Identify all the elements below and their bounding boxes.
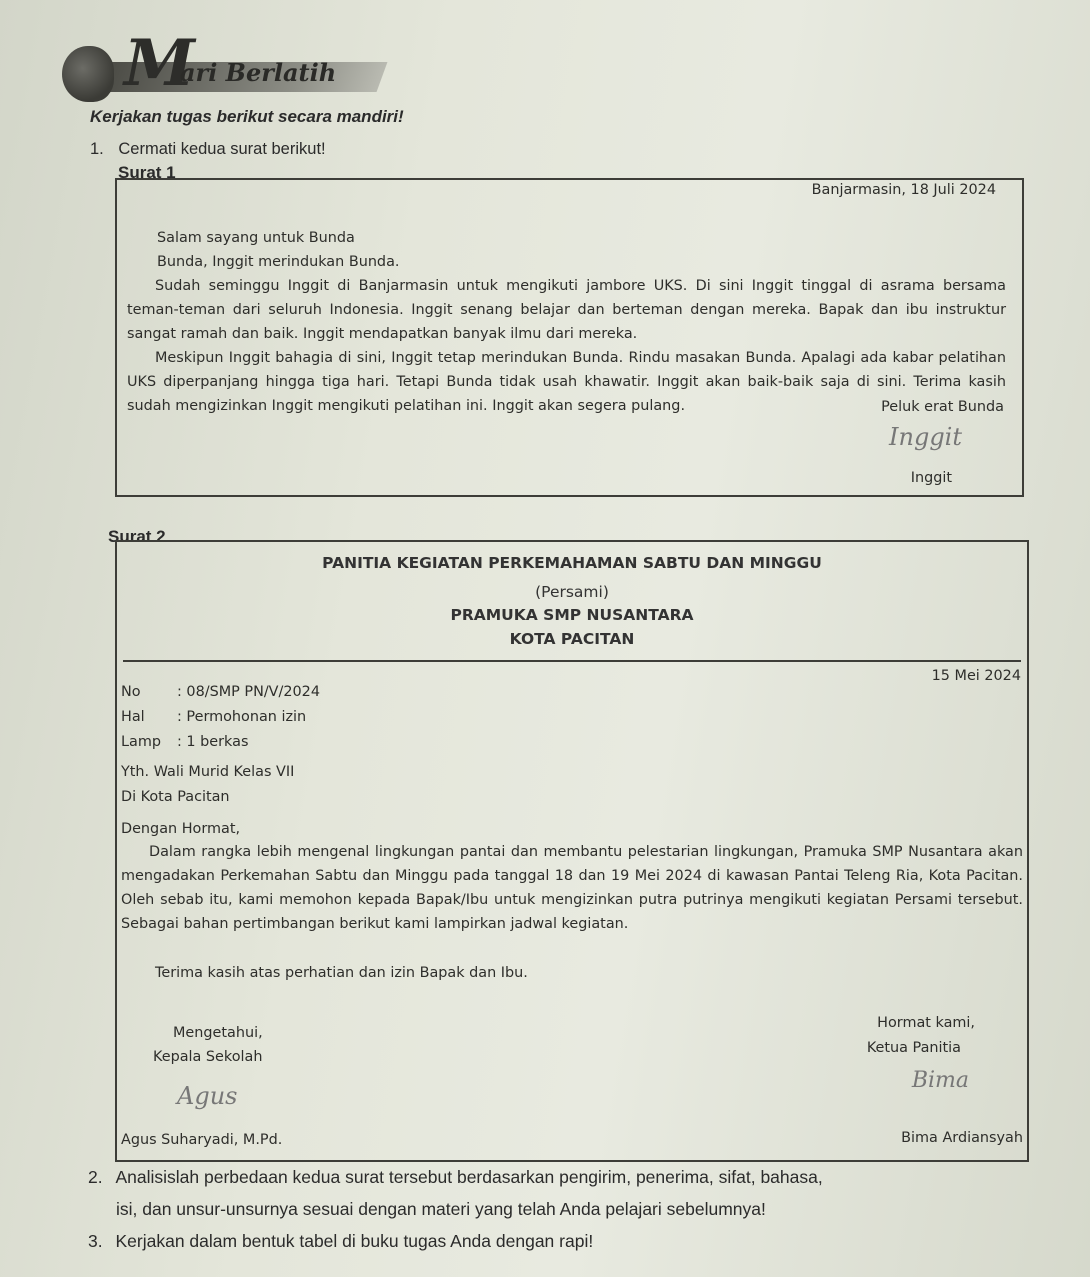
meta-hal bbox=[121, 709, 306, 725]
paragraph-2: Meskipun Inggit bahagia di sini, Inggit tetap merindukan Bunda. Rindu masakan Bunda. Apalagi ada kabar pelatihan UKS diperpanjang hingga tiga hari. Tetapi Bunda tidak usah khawatir. Inggit akan baik-baik saja di sini. Terima kasih sudah mengizinkan Inggit mengikuti pelatihan ini. Inggit akan segera pulang. bbox=[127, 350, 1006, 414]
meta-value: : Permohonan izin bbox=[177, 709, 307, 725]
letterhead-line-2: (Persami) bbox=[535, 583, 609, 601]
surat2-letter bbox=[115, 540, 1029, 1162]
question-number: 3. bbox=[88, 1231, 103, 1251]
meta-key: No bbox=[121, 684, 141, 700]
meta-key: Lamp bbox=[121, 734, 161, 750]
section-banner bbox=[62, 26, 392, 106]
paragraph-1: Sudah seminggu Inggit di Banjarmasin untuk mengikuti jambore UKS. Di sini Inggit tinggal di asrama bersama teman-teman dari seluruh Indonesia. Inggit senang belajar dan berteman dengan mereka. Bapak dan ibu instruktur sangat ramah dan baik. Inggit mendapatkan banyak ilmu dari mereka. bbox=[127, 278, 1006, 342]
recipient-line-1: Yth. Wali Murid Kelas VII bbox=[121, 764, 295, 780]
surat1-letter bbox=[115, 178, 1024, 497]
banner-title: ari Berlatih bbox=[180, 58, 337, 87]
letterhead-line-1: PANITIA KEGIATAN PERKEMAHAMAN SABTU DAN MINGGU bbox=[322, 554, 822, 572]
opening: Bunda, Inggit merindukan Bunda. bbox=[157, 254, 400, 270]
letterhead-line-4: KOTA PACITAN bbox=[509, 630, 635, 648]
sender-name: Inggit bbox=[910, 470, 952, 486]
surat2-label: Surat 2 bbox=[108, 527, 166, 546]
letterhead-line-3: PRAMUKA SMP NUSANTARA bbox=[450, 606, 694, 624]
left-sign-name: Agus Suharyadi, M.Pd. bbox=[121, 1132, 283, 1148]
mascot-icon bbox=[62, 46, 114, 102]
surat1-label: Surat 1 bbox=[118, 163, 176, 182]
meta-no bbox=[121, 684, 320, 700]
closing: Peluk erat Bunda bbox=[881, 399, 1004, 415]
question-1 bbox=[90, 140, 326, 159]
question-2-cont: isi, dan unsur-unsurnya sesuai dengan materi yang telah Anda pelajari sebelumnya! bbox=[116, 1199, 766, 1219]
recipient-line-2: Di Kota Pacitan bbox=[121, 789, 230, 805]
question-number: 2. bbox=[88, 1167, 103, 1187]
left-signature: Agus bbox=[177, 1082, 238, 1110]
right-signature: Bima bbox=[911, 1068, 969, 1093]
question-text: Kerjakan dalam bentuk tabel di buku tugas Anda dengan rapi! bbox=[115, 1231, 594, 1251]
question-text: Analisislah perbedaan kedua surat tersebut berdasarkan pengirim, penerima, sifat, bahasa, bbox=[115, 1167, 823, 1187]
thanks: Terima kasih atas perhatian dan izin Bapak dan Ibu. bbox=[155, 965, 528, 981]
question-3 bbox=[88, 1231, 593, 1252]
meta-value: : 1 berkas bbox=[177, 734, 249, 750]
banner-initial: M bbox=[124, 26, 195, 101]
right-sign-line-1: Hormat kami, bbox=[877, 1015, 975, 1031]
letterhead-divider bbox=[123, 660, 1021, 662]
greeting: Salam sayang untuk Bunda bbox=[157, 230, 355, 246]
place-date: Banjarmasin, 18 Juli 2024 bbox=[811, 182, 996, 198]
right-sign-line-2: Ketua Panitia bbox=[866, 1040, 961, 1056]
meta-key: Hal bbox=[121, 709, 145, 725]
question-number: 1. bbox=[90, 140, 104, 158]
meta-lamp bbox=[121, 734, 248, 750]
question-text: Cermati kedua surat berikut! bbox=[118, 140, 326, 158]
right-sign-name: Bima Ardiansyah bbox=[901, 1130, 1023, 1146]
left-sign-line-2: Kepala Sekolah bbox=[153, 1049, 263, 1065]
signature: Inggit bbox=[889, 423, 962, 451]
meta-value: : 08/SMP PN/V/2024 bbox=[177, 684, 320, 700]
salutation: Dengan Hormat, bbox=[121, 821, 241, 837]
instruction: Kerjakan tugas berikut secara mandiri! bbox=[90, 107, 404, 126]
left-sign-line-1: Mengetahui, bbox=[173, 1025, 263, 1041]
letter-body: Dalam rangka lebih mengenal lingkungan pantai dan membantu pelestarian lingkungan, Pramuka SMP Nusantara akan mengadakan Perkemahan Sabtu dan Minggu pada tanggal 18 dan 19 Mei 2024 di kawasan Pantai Teleng Ria, Kota Pacitan. Oleh sebab itu, kami memohon kepada Bapak/Ibu untuk mengizinkan putra putrinya mengikuti kegiatan Persami tersebut. Sebagai bahan pertimbangan berikut kami lampirkan jadwal kegiatan. bbox=[121, 844, 1023, 932]
question-2 bbox=[88, 1167, 823, 1188]
letter-date: 15 Mei 2024 bbox=[931, 668, 1021, 684]
